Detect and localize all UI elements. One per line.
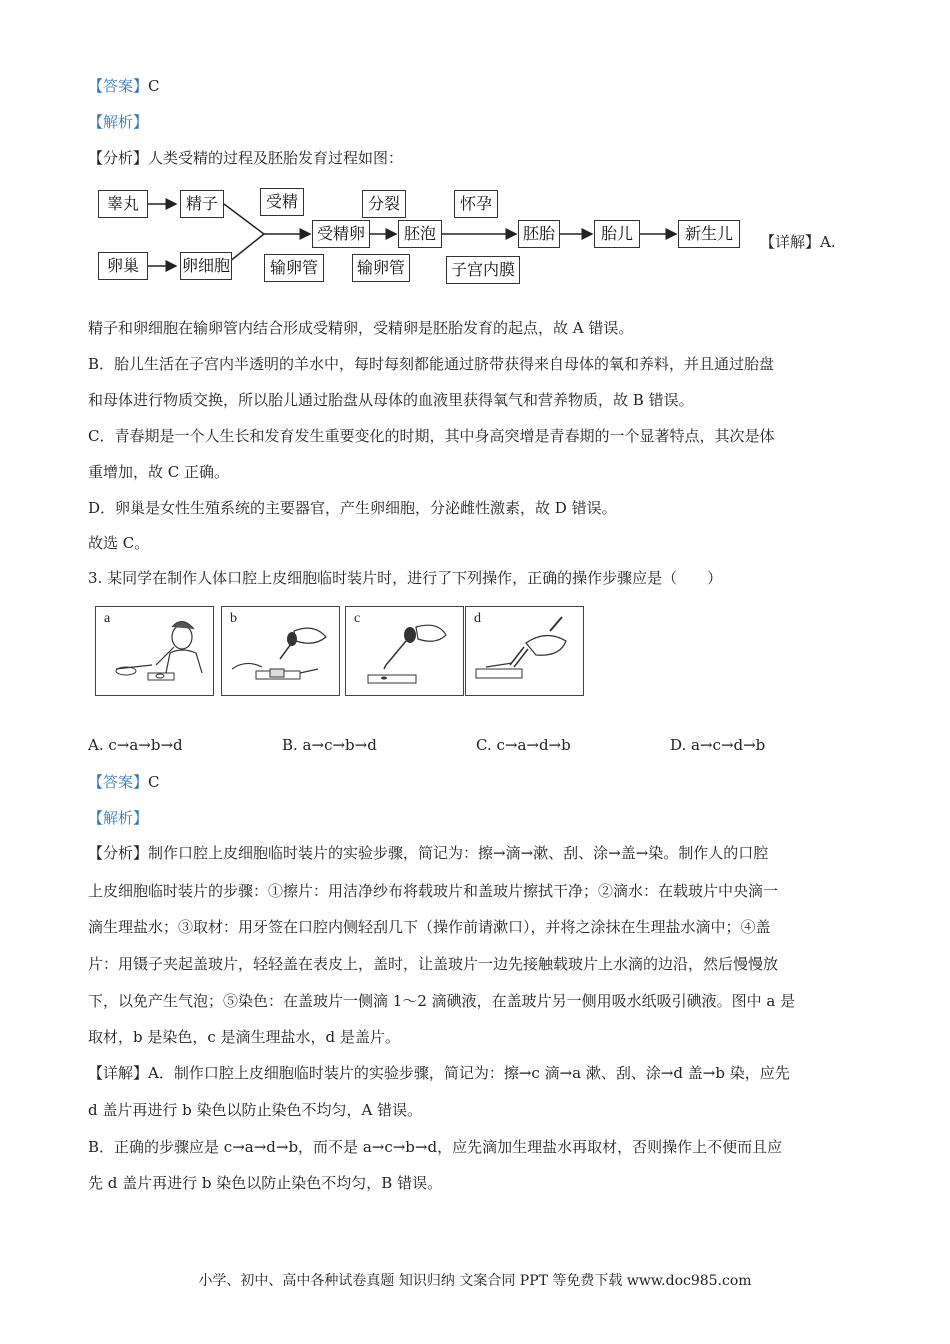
box-sperm: 精子 bbox=[180, 190, 224, 218]
q3-line-5: 下，以免产生气泡；⑤染色：在盖玻片一侧滴 1～2 滴碘液，在盖玻片另一侧用吸水纸吸引碘液。图中 a 是 bbox=[88, 992, 796, 1010]
box-embryo: 胚胎 bbox=[518, 220, 560, 248]
scraping-illustration bbox=[96, 607, 213, 695]
analysis-tag: 【解析】 bbox=[88, 113, 149, 131]
q2-line-7: 故选 C。 bbox=[88, 534, 150, 552]
box-newborn: 新生儿 bbox=[678, 220, 740, 248]
panel-a bbox=[95, 606, 214, 696]
box-endometrium: 子宫内膜 bbox=[446, 256, 520, 284]
box-zygote: 受精卵 bbox=[312, 220, 370, 248]
box-oviduct-1: 输卵管 bbox=[264, 254, 324, 282]
q3-line-8: d 盖片再进行 b 染色以防止染色不均匀，A 错误。 bbox=[88, 1101, 423, 1119]
q3-line-4: 片：用镊子夹起盖玻片，轻轻盖在表皮上，盖时，让盖玻片一边先接触载玻片上水滴的边沿，然后慢慢放 bbox=[88, 955, 779, 973]
q2-line-6: D．卵巢是女性生殖系统的主要器官，产生卵细胞，分泌雌性激素，故 D 错误。 bbox=[88, 499, 617, 517]
box-ovary: 卵巢 bbox=[98, 252, 148, 280]
box-testis: 睾丸 bbox=[98, 190, 148, 218]
panel-b bbox=[221, 606, 340, 696]
q3-line-7: 【详解】A．制作口腔上皮细胞临时装片的实验步骤，简记为：擦→c 滴→a 漱、刮、涂→d 盖→b 染，应先 bbox=[88, 1064, 790, 1082]
box-blastocyst: 胚泡 bbox=[398, 220, 442, 248]
q3-answer-value: C bbox=[148, 773, 160, 791]
q2-line-2: B．胎儿生活在子宫内半透明的羊水中，每时每刻都能通过脐带获得来自母体的氧和养料，并且通过胎盘 bbox=[88, 355, 775, 373]
panel-d bbox=[465, 606, 584, 696]
q3-line-3: 滴生理盐水；③取材：用牙签在口腔内侧轻刮几下（操作前请漱口），并将之涂抹在生理盐水滴中；④盖 bbox=[88, 918, 771, 936]
q2-line-5: 重增加，故 C 正确。 bbox=[88, 463, 230, 481]
option-d: D. a→c→d→b bbox=[670, 736, 766, 754]
box-egg: 卵细胞 bbox=[180, 252, 232, 280]
q2-line-3: 和母体进行物质交换，所以胎儿通过胎盘从母体的血液里获得氧气和营养物质，故 B 错误。 bbox=[88, 391, 694, 409]
detail-start-text: 【详解】A. bbox=[760, 233, 836, 251]
box-oviduct-2: 输卵管 bbox=[352, 254, 410, 282]
q3-line-9: B．正确的步骤应是 c→a→d→b，而不是 a→c→b→d，应先滴加生理盐水再取材，否则操作上不便而且应 bbox=[88, 1138, 783, 1156]
q3-answer-line bbox=[88, 772, 160, 792]
panel-label-d: d bbox=[474, 611, 481, 626]
q2-line-1: 精子和卵细胞在输卵管内结合形成受精卵，受精卵是胚胎发育的起点，故 A 错误。 bbox=[88, 319, 634, 337]
step-panels bbox=[95, 606, 585, 698]
q3-line-6: 取材，b 是染色，c 是滴生理盐水，d 是盖片。 bbox=[88, 1028, 400, 1046]
box-fertilization: 受精 bbox=[260, 188, 304, 216]
box-pregnancy: 怀孕 bbox=[454, 190, 498, 218]
answer-line bbox=[88, 76, 160, 96]
q3-line-2: 上皮细胞临时装片的步骤：①擦片：用洁净纱布将载玻片和盖玻片擦拭干净；②滴水：在载玻片中央滴一 bbox=[88, 882, 779, 900]
q3-line-1: 【分析】制作口腔上皮细胞临时装片的实验步骤，简记为：擦→滴→漱、刮、涂→盖→染。制作人的口腔 bbox=[88, 844, 769, 862]
page-footer: 小学、初中、高中各种试卷真题 知识归纳 文案合同 PPT 等免费下载 www.doc985.com bbox=[198, 1273, 752, 1289]
covering-illustration bbox=[466, 607, 583, 695]
q3-analysis-tag: 【解析】 bbox=[88, 809, 149, 827]
panel-label-c: c bbox=[354, 611, 361, 626]
option-a: A. c→a→b→d bbox=[88, 736, 183, 754]
box-division: 分裂 bbox=[362, 190, 406, 218]
option-b: B. a→c→b→d bbox=[282, 736, 377, 754]
detail-start bbox=[760, 231, 836, 252]
panel-c bbox=[345, 606, 464, 696]
q3-line-10: 先 d 盖片再进行 b 染色以防止染色不均匀，B 错误。 bbox=[88, 1174, 443, 1192]
fertilization-flow-diagram bbox=[96, 180, 856, 290]
staining-illustration bbox=[222, 607, 339, 695]
box-fetus: 胎儿 bbox=[594, 220, 640, 248]
option-c: C. c→a→d→b bbox=[476, 736, 571, 754]
panel-label-b: b bbox=[230, 611, 237, 626]
analysis-intro: 【分析】人类受精的过程及胚胎发育过程如图： bbox=[88, 149, 404, 167]
q2-line-4: C．青春期是一个人生长和发育发生重要变化的时期，其中身高突增是青春期的一个显著特点，其次是体 bbox=[88, 427, 775, 445]
q3-stem: 3. 某同学在制作人体口腔上皮细胞临时装片时，进行了下列操作，正确的操作步骤应是（ ） bbox=[88, 569, 723, 587]
dropping-illustration bbox=[346, 607, 463, 695]
answer-tag: 【答案】 bbox=[88, 77, 149, 95]
answer-value: C bbox=[148, 77, 160, 95]
q3-answer-tag: 【答案】 bbox=[88, 773, 149, 791]
panel-label-a: a bbox=[104, 611, 111, 626]
